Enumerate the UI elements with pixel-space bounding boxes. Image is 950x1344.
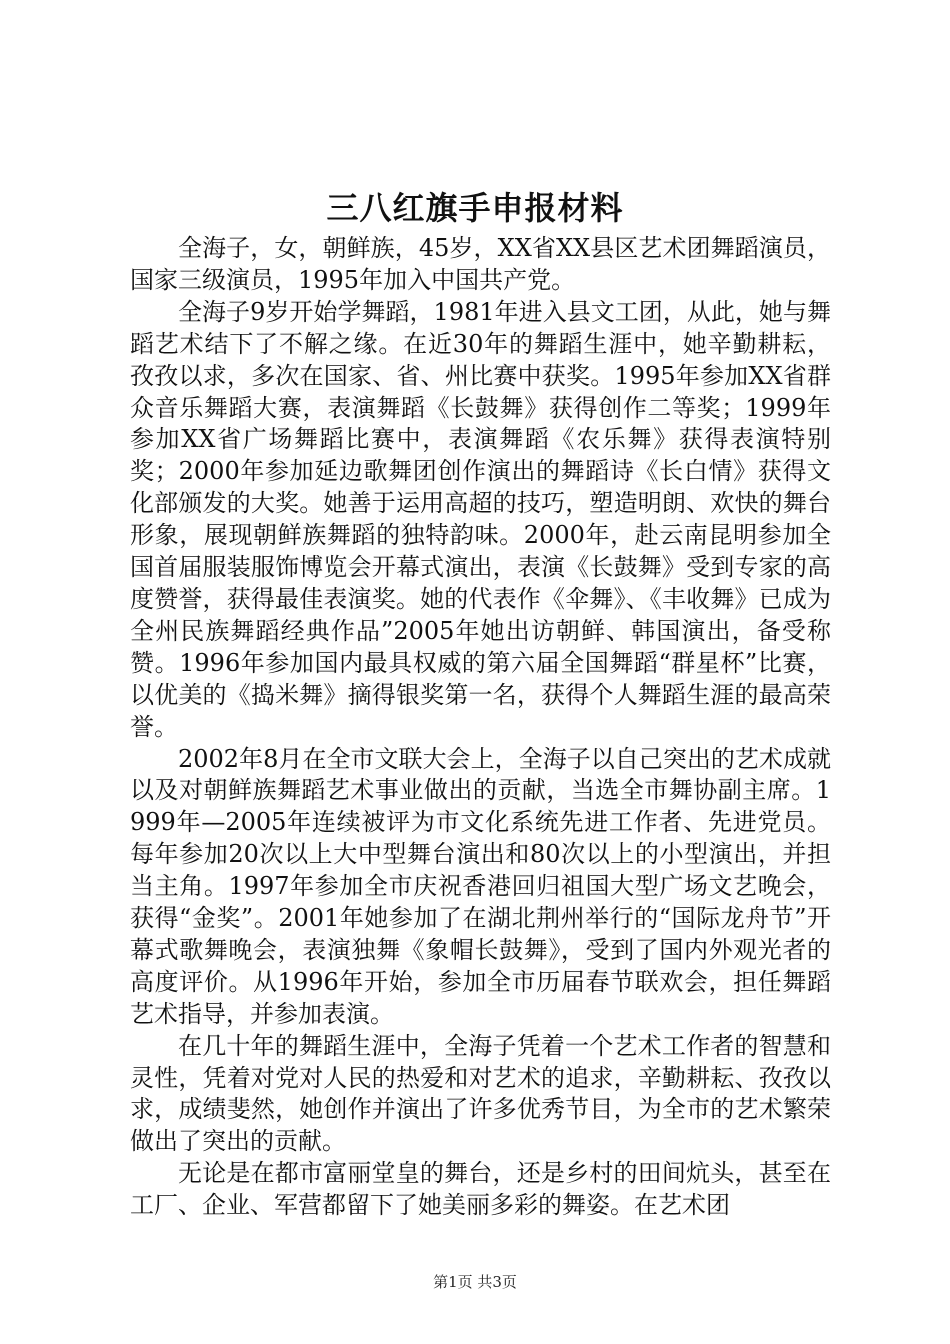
document-title: 三八红旗手申报材料 [326, 189, 624, 227]
paragraph-intro: 全海子，女，朝鲜族，45岁，XX省XX县区艺术团舞蹈演员，国家三级演员，1995年加入中国共产党。 [130, 234, 831, 294]
document-body [130, 233, 831, 1222]
paragraph-achievements: 2002年8月在全市文联大会上，全海子以自己突出的艺术成就以及对朝鲜族舞蹈艺术事业做出的贡献，当选全市舞协副主席。1999年—2005年连续被评为市文化系统先进工作者、先进党员。每年参加20次以上大中型舞台演出和80次以上的小型演出，并担当主角。1997年参加全市庆祝香港回归祖国大型广场文艺晚会，获得“金奖”。2001年她参加了在湖北荆州举行的“国际龙舟节”开幕式歌舞晚会，表演独舞《象帽长鼓舞》，受到了国内外观光者的高度评价。从1996年开始，参加全市历届春节联欢会，担任舞蹈艺术指导，并参加表演。 [130, 744, 831, 1028]
paragraph-performances: 无论是在都市富丽堂皇的舞台，还是乡村的田间炕头，甚至在工厂、企业、军营都留下了她美丽多彩的舞姿。在艺术团 [130, 1159, 831, 1220]
paragraph-contribution: 在几十年的舞蹈生涯中，全海子凭着一个艺术工作者的智慧和灵性，凭着对党对人民的热爱和对艺术的追求，辛勤耕耘、孜孜以求，成绩斐然，她创作并演出了许多优秀节目，为全市的艺术繁荣做出了突出的贡献。 [130, 1031, 831, 1156]
paragraph-career-awards: 全海子9岁开始学舞蹈，1981年进入县文工团，从此，她与舞蹈艺术结下了不解之缘。在近30年的舞蹈生涯中，她辛勤耕耘，孜孜以求，多次在国家、省、州比赛中获奖。1995年参加XX省群众音乐舞蹈大赛，表演舞蹈《长鼓舞》获得创作二等奖；1999年参加XX省广场舞蹈比赛中，表演舞蹈《农乐舞》获得表演特别奖；2000年参加延边歌舞团创作演出的舞蹈诗《长白情》获得文化部颁发的大奖。她善于运用高超的技巧，塑造明朗、欢快的舞台形象，展现朝鲜族舞蹈的独特韵味。2000年，赴云南昆明参加全国首届服装服饰博览会开幕式演出，表演《长鼓舞》受到专家的高度赞誉，获得最佳表演奖。她的代表作《伞舞》、《丰收舞》已成为全州民族舞蹈经典作品”2005年她出访朝鲜、韩国演出，备受称赞。1996年参加国内最具权威的第六届全国舞蹈“群星杯”比赛，以优美的《捣米舞》摘得银奖第一名，获得个人舞蹈生涯的最高荣誉。 [130, 297, 831, 741]
page-number-footer: 第1页 共3页 [433, 1273, 517, 1291]
